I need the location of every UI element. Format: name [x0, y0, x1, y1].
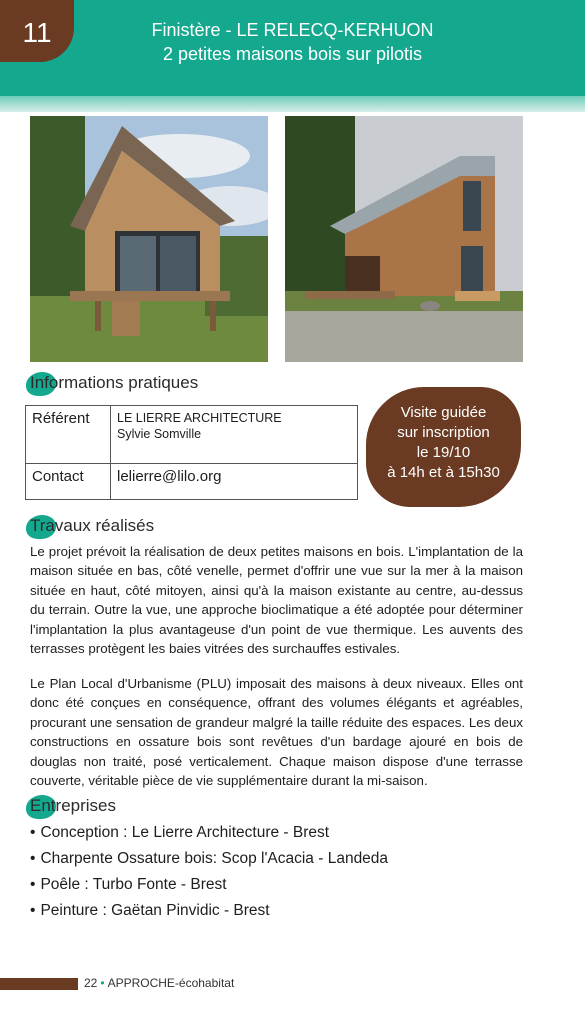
header-stripe [0, 96, 585, 112]
info-table [25, 405, 358, 500]
list-item: • Poêle : Turbo Fonte - Brest [30, 876, 227, 893]
referent-value [111, 406, 358, 464]
travaux-paragraph-1: Le projet prévoit la réalisation de deux petites maisons en bois. L'implantation de la maison située en bas, côté venelle, permet d'offrir une vue sur la mer à la maison située en haut, côté mitoyen, ainsi qu'à la maison existante au centre, au-dessus du terrain. Outre la vue, une approche bioclimatique a été adoptée pour déterminer l'implantation la plus avantageuse d'un point de vue thermique. Les auvents des terrasses protègent les baies vitrées des surchauffes estivales. [30, 544, 523, 657]
list-item: • Charpente Ossature bois: Scop l'Acacia - Landeda [30, 850, 389, 867]
contact-label: Contact [26, 463, 111, 499]
page-title [100, 18, 485, 66]
referent-label: Référent [26, 406, 111, 464]
table-row-referent [26, 406, 358, 464]
footer-bar [0, 978, 78, 990]
visit-line-1: Visite guidée [400, 404, 487, 421]
travaux-paragraph-2: Le Plan Local d'Urbanisme (PLU) imposait des maisons à deux niveaux. Elles ont donc été conçues en conséquence, offrant des volumes élégants et agréables, procurant une sensation de grandeur malgré la taille réduite des espaces. Les deux constructions en ossature bois sont revêtues d'un bardage ajouré en bois de douglas non traité, posé verticalement. Chaque maison dispose d'une terrasse couverte, véritable pièce de vie supplémentaire durant la mi-saison. [30, 676, 523, 789]
title-subject: 2 petites maisons bois sur pilotis [162, 44, 423, 64]
page-number: 11 [22, 17, 52, 48]
footer-publication: APPROCHE-écohabitat [107, 976, 235, 990]
list-item: • Peinture : Gaëtan Pinvidic - Brest [30, 902, 270, 919]
title-location: Finistère - LE RELECQ-KERHUON [151, 20, 434, 40]
page-number-badge [0, 0, 74, 62]
referent-person: Sylvie Somville [117, 427, 202, 441]
footer-page-number: 22 [84, 976, 98, 990]
house-photo-side [285, 116, 523, 362]
section-title-entreprises: Entreprises [30, 796, 116, 816]
table-row-contact [26, 463, 358, 499]
visit-times: à 14h et à 15h30 [387, 464, 500, 481]
section-title-travaux: Travaux réalisés [30, 516, 154, 536]
companies-list [30, 820, 388, 924]
visit-badge [366, 387, 521, 507]
footer-separator: • [100, 976, 105, 990]
section-title-infos: Informations pratiques [30, 373, 198, 393]
visit-line-2: sur inscription [397, 424, 490, 441]
visit-date: le 19/10 [416, 444, 471, 461]
footer [84, 976, 234, 990]
list-item: • Conception : Le Lierre Architecture - Brest [30, 824, 330, 841]
contact-email[interactable]: lelierre@lilo.org [111, 463, 358, 499]
referent-company: LE LIERRE ARCHITECTURE [117, 411, 282, 425]
house-photo-front [30, 116, 268, 362]
